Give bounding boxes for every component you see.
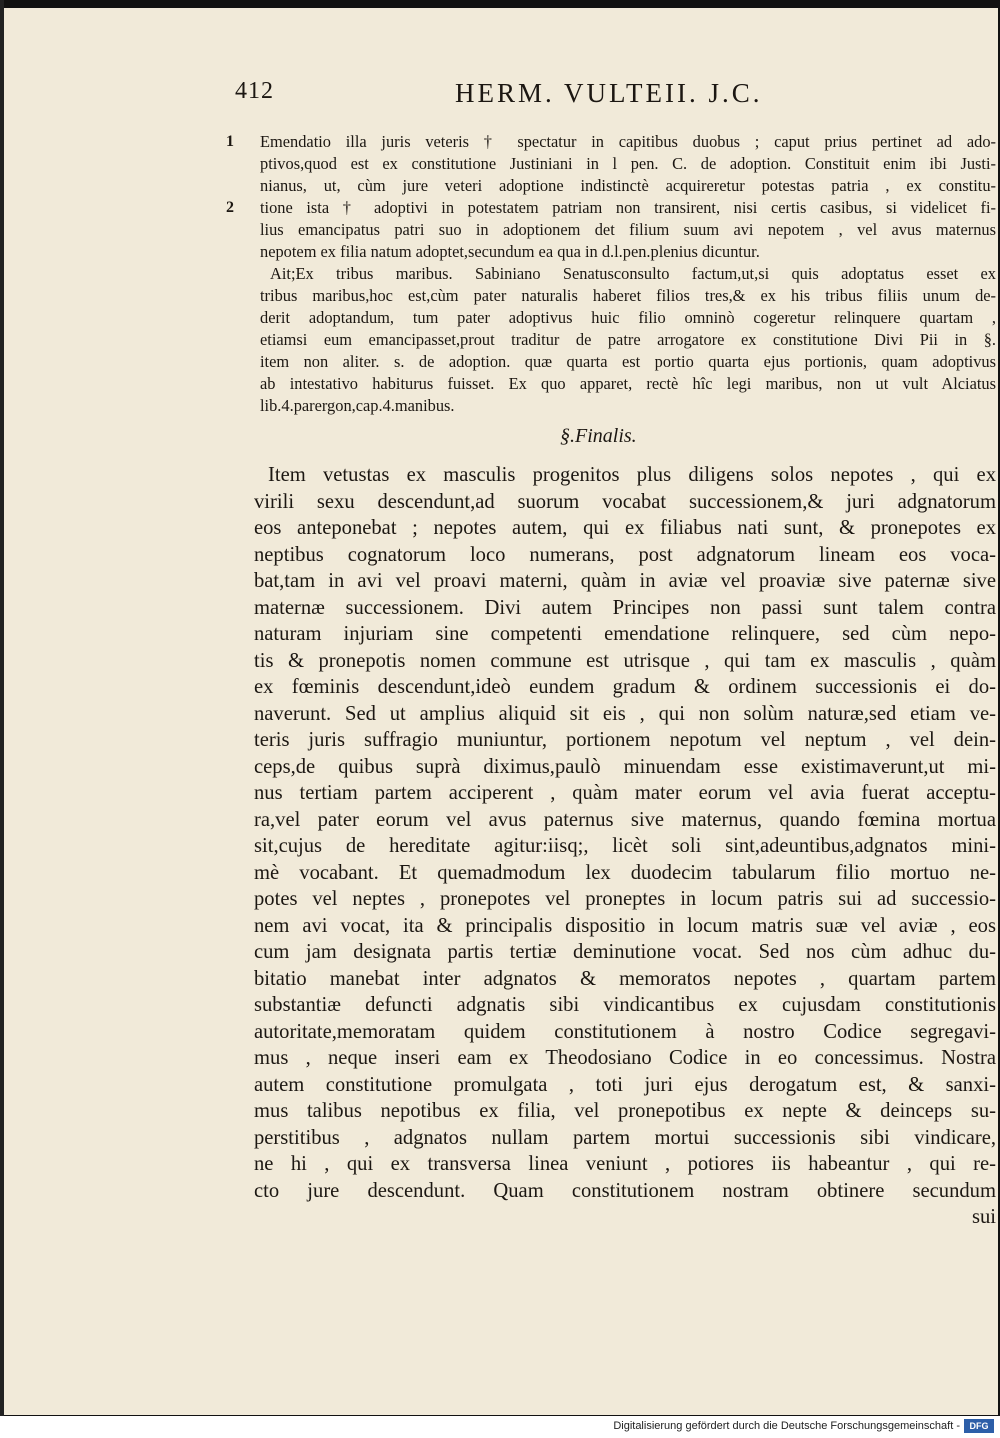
body-line: teris juris suffragio muniuntur, portionem nepotum vel neptum , vel dein-: [254, 729, 996, 751]
body-line: neptibus cognatorum loco numerans, post adgnatorum lineam eos voca-: [254, 543, 996, 566]
body-line: autoritate,memoratam quidem constitutionem à nostro Codice segregavi-: [254, 1020, 996, 1043]
body-line: Item vetustas ex masculis progenitos plus diligens solos nepotes , qui ex: [268, 464, 996, 486]
body-line: virili sexu descendunt,ad suorum vocabat successionem,& juri adgnatorum: [254, 490, 996, 513]
body-line: maternæ successionem. Divi autem Principes non passi sunt talem contra: [254, 596, 996, 619]
body-line: sit,cujus de hereditate agitur:iisq;, licèt soli sint,adeuntibus,adgnatos mini-: [254, 835, 996, 857]
note-line: Ait;Ex tribus maribus. Sabiniano Senatusconsulto factum,ut,si quis adoptatus esset ex: [270, 264, 996, 283]
note-line: nepotem ex filia natum adoptet,secundum ea qua in d.l.pen.plenius dicuntur.: [260, 242, 760, 261]
note-line: lib.4.parergon,cap.4.manibus.: [260, 396, 455, 415]
dfg-logo: DFG: [964, 1419, 994, 1433]
marginal-number: 1: [226, 133, 234, 150]
body-line: eos anteponebat ; nepotes autem, qui ex filiabus nati sunt, & pronepotes ex: [254, 517, 996, 539]
page-header: [235, 78, 995, 122]
section-heading: §.Finalis.: [560, 425, 637, 447]
note-line: nianus, ut, cùm jure veteri adoptione indistinctè acquireretur potestas patria , ex constitu-: [260, 176, 996, 195]
body-line: nem avi vocat, ita & principalis dispositio in locum matris suæ vel aviæ , eos: [254, 914, 996, 937]
funding-credit: Digitalisierung gefördert durch die Deutsche Forschungsgemeinschaft -: [613, 1420, 960, 1432]
note-line: 1 Emendatio illa juris veteris † spectatur in capitibus duobus ; caput prius pertinet ad ado-: [226, 132, 996, 151]
running-title: HERM. VULTEII. J.C.: [455, 78, 763, 108]
body-line: ra,vel pater eorum vel avus paternus sive maternus, quando fœmina mortua: [254, 808, 996, 831]
body-line: bitatio manebat inter adgnatos & memoratos nepotes , quartam partem: [254, 967, 996, 990]
body-line: ex fœminis descendunt,ideò eundem gradum & ordinem successionis ei do-: [254, 676, 996, 698]
body-line: potes vel neptes , pronepotes vel proneptes in locum patris sui ad successio-: [254, 888, 996, 910]
body-line: mus , neque inseri eam ex Theodosiano Codice in eo concessimus. Nostra: [254, 1047, 996, 1069]
body-line: naverunt. Sed ut amplius aliquid sit eis , qui non solùm naturæ,sed etiam ve-: [254, 702, 996, 725]
note-line: tribus maribus,hoc est,cùm pater naturalis haberet filios tres,& ex his tribus filiis unum de-: [260, 286, 996, 305]
commentary-notes: [226, 131, 996, 417]
body-line: nus tertiam partem acciperent , quàm mater eorum vel avia fuerat acceptu-: [254, 782, 996, 804]
note-line: ab intestativo habiturus fuisset. Ex quo apparet, rectè hîc legi maribus, non ut vult Alciatus: [260, 374, 996, 393]
body-line: mus talibus nepotibus ex filia, vel pronepotibus ex nepte & deinceps su-: [254, 1100, 996, 1122]
body-line: bat,tam in avi vel proavi materni, quàm in aviæ vel proaviæ sive paternæ sive: [254, 570, 996, 592]
body-line: autem constitutione promulgata , toti juri ejus derogatum est, & sanxi-: [254, 1073, 996, 1096]
footer-bar: [0, 1416, 1000, 1438]
body-line: perstitibus , adgnatos nullam partem mortui successionis sibi vindicare,: [254, 1126, 996, 1149]
note-line: lius emancipatus patri suo in adoptionem det filium suum avi nepotem , vel avus maternus: [260, 220, 996, 239]
note-line: ptivos,quod est ex constitutione Justiniani in l pen. C. de adoption. Constituit enim ibi Justi-: [260, 154, 996, 173]
page-number: 412: [235, 78, 274, 104]
catchword: sui: [971, 1206, 996, 1228]
note-line: item non aliter. s. de adoption. quæ quarta est portio quarta ejus portionis, quam adoptivus: [260, 352, 996, 371]
body-line: naturam injuriam sine competenti emendatione relinquere, sed cùm nepo-: [254, 623, 996, 645]
note-line: etiamsi eum emancipasset,prout traditur de patre arrogatore ex constitutione Divi Pii in §.: [260, 330, 996, 349]
body-line: tis & pronepotis nomen commune est utrisque , qui tam ex masculis , quàm: [254, 649, 996, 672]
note-line: 2 tione ista † adoptivi in potestatem patriam non transirent, nisi certis casibus, si videlicet fi-: [226, 198, 996, 217]
body-line: cum jam designata partis tertiæ deminutione vocat. Sed nos cùm adhuc du-: [254, 941, 996, 963]
body-line: mè vocabant. Et quemadmodum lex duodecim tabularum filio mortuo ne-: [254, 861, 996, 884]
body-text: [254, 462, 996, 1231]
body-line: cto jure descendunt. Quam constitutionem nostram obtinere secundum: [254, 1179, 996, 1202]
note-line: derit adoptandum, tum pater adoptivus huic filio omninò cogeretur relinquere quartam ,: [260, 308, 996, 327]
body-line: ne hi , qui ex transversa linea veniunt , potiores iis habeantur , qui re-: [254, 1153, 996, 1175]
body-line: ceps,de quibus suprà diximus,paulò minuendam esse existimaverunt,ut mi-: [254, 755, 996, 778]
marginal-number: 2: [226, 199, 234, 216]
body-line: substantiæ defuncti adgnatis sibi vindicantibus ex cujusdam constitutionis: [254, 994, 996, 1016]
